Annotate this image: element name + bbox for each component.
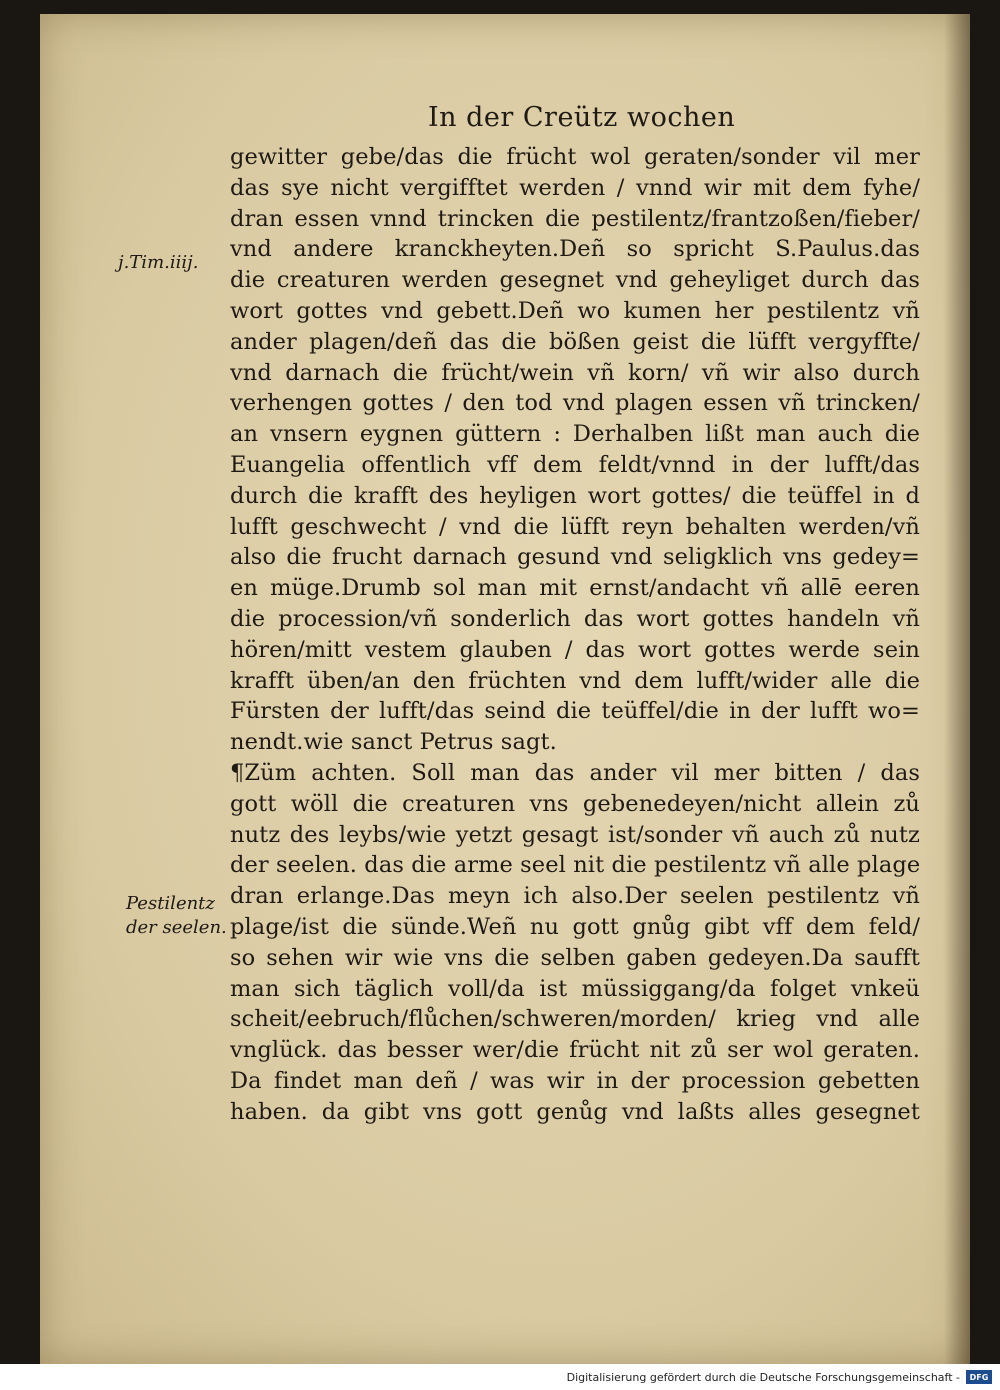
text-line: der seelen. das die arme seel nit die pestilentz vñ alle plage bbox=[230, 852, 920, 879]
text-line: scheit/eebruch/flůchen/schweren/morden/ krieg vnd alle bbox=[230, 1006, 920, 1033]
text-line: wort gottes vnd gebett.Deñ wo kumen her pestilentz vñ bbox=[230, 297, 920, 324]
page-gutter-shadow bbox=[944, 14, 970, 1364]
text-line: gewitter gebe/das die frücht wol geraten/sonder vil mer bbox=[230, 144, 920, 170]
text-line: Euangelia offentlich vff dem feldt/vnnd in der lufft/das bbox=[230, 451, 920, 478]
text-line: gott wöll die creaturen vns gebenedeyen/nicht allein zů bbox=[230, 790, 920, 817]
text-line: an vnsern eygnen güttern : Derhalben lißt man auch die bbox=[230, 421, 920, 448]
book-page bbox=[40, 14, 970, 1364]
text-line: die procession/vñ sonderlich das wort gottes handeln vñ bbox=[230, 605, 920, 632]
running-head: In der Creütz wochen bbox=[428, 102, 736, 133]
text-line: das sye nicht vergifftet werden / vnnd wir mit dem fyhe/ bbox=[230, 174, 920, 201]
text-line: hören/mitt vestem glauben / das wort gottes werde sein bbox=[230, 636, 920, 663]
marginal-note-line: Pestilentz bbox=[126, 893, 215, 914]
text-line: ¶Züm achten. Soll man das ander vil mer bitten / das bbox=[230, 759, 920, 786]
text-line: en müge.Drumb sol man mit ernst/andacht vñ allē eeren bbox=[230, 575, 920, 602]
text-line: Da findet man deñ / was wir in der procession gebetten bbox=[230, 1067, 920, 1094]
text-line: dran erlange.Das meyn ich also.Der seelen pestilentz vñ bbox=[230, 883, 920, 910]
text-line: man sich täglich voll/da ist müssiggang/da folget vnkeü bbox=[230, 975, 920, 1002]
text-line: plage/ist die sünde.Weñ nu gott gnůg gibt vff dem feld/ bbox=[230, 913, 920, 940]
text-line: vnd darnach die frücht/wein vñ korn/ vñ wir also durch bbox=[230, 359, 920, 386]
text-line: die creaturen werden gesegnet vnd geheyliget durch das bbox=[230, 267, 920, 294]
text-line: also die frucht darnach gesund vnd seligklich vns gedey= bbox=[230, 544, 920, 571]
text-line: krafft üben/an den früchten vnd dem lufft/wider alle die bbox=[230, 667, 920, 694]
marginal-note-pestilence bbox=[126, 892, 227, 940]
text-line: verhengen gottes / den tod vnd plagen essen vñ trincken/ bbox=[230, 390, 920, 417]
funding-credit: Digitalisierung gefördert durch die Deutsche Forschungsgemeinschaft - bbox=[566, 1370, 960, 1384]
text-line: so sehen wir wie vns die selben gaben gedeyen.Da saufft bbox=[230, 944, 920, 971]
text-line: Fürsten der lufft/das seind die teüffel/die in der lufft wo= bbox=[230, 698, 920, 725]
text-line: lufft geschwecht / vnd die lüfft reyn behalten werden/vñ bbox=[230, 513, 920, 540]
body-text bbox=[230, 142, 920, 1128]
dfg-logo-icon: DFG bbox=[966, 1370, 992, 1384]
text-line: nutz des leybs/wie yetzt gesagt ist/sonder vñ auch zů nutz bbox=[230, 821, 920, 848]
text-line: durch die krafft des heyligen wort gottes/ die teüffel in d bbox=[230, 482, 920, 509]
text-line: haben. da gibt vns gott genůg vnd laßts alles gesegnet bbox=[230, 1098, 920, 1125]
text-line: dran essen vnnd trincken die pestilentz/frantzoßen/fieber/ bbox=[230, 205, 920, 232]
text-line: vnd andere kranckheyten.Deñ so spricht S.Paulus.das bbox=[230, 236, 920, 263]
digitization-footer bbox=[0, 1364, 1000, 1390]
text-line: ander plagen/deñ das die bößen geist die lüfft vergyffte/ bbox=[230, 328, 920, 355]
text-line: vnglück. das besser wer/die frücht nit zů ser wol geraten. bbox=[230, 1037, 920, 1064]
marginal-note-scripture: j.Tim.iiij. bbox=[118, 252, 199, 273]
marginal-note-line: der seelen. bbox=[126, 917, 227, 938]
text-line: nendt.wie sanct Petrus sagt. bbox=[230, 729, 557, 756]
